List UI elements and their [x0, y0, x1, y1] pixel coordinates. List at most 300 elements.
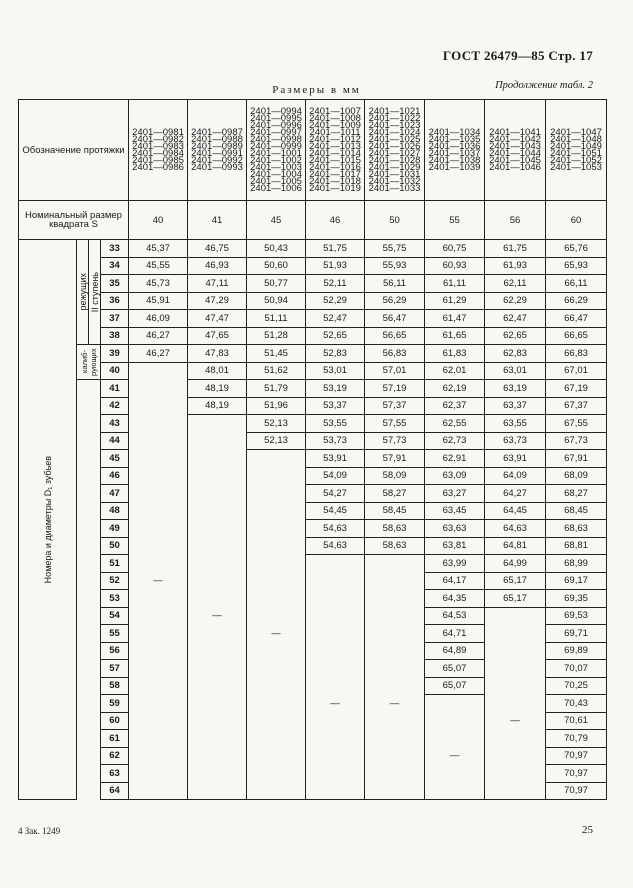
table-row	[19, 432, 607, 450]
codes-cell: 2401—1021 2401—1022 2401—1023 2401—1024 2401—1025 2401—1026 2401—1027 2401—1028 2401—1029 2401—1031 2401—1032 2401—1033	[365, 100, 425, 201]
diameter-value: 52,47	[306, 310, 365, 328]
diameter-value: 64,45	[485, 502, 546, 520]
diameter-value: 45,55	[129, 257, 188, 275]
dash-cell: —	[365, 695, 425, 713]
empty-cell	[247, 485, 306, 503]
empty-cell	[425, 695, 485, 713]
diameter-value: 51,93	[306, 257, 365, 275]
tooth-number: 47	[101, 485, 129, 503]
diameter-value: 68,45	[546, 502, 607, 520]
diameter-value: 63,63	[425, 520, 485, 538]
empty-cell	[365, 642, 425, 660]
empty-cell	[425, 765, 485, 783]
tooth-number: 48	[101, 502, 129, 520]
empty-group-cell	[77, 765, 101, 783]
diameter-value: 70,97	[546, 782, 607, 800]
diameter-value: 69,71	[546, 625, 607, 643]
empty-cell	[306, 555, 365, 573]
diameter-value: 58,63	[365, 520, 425, 538]
diameter-value: 51,62	[247, 362, 306, 380]
empty-cell	[188, 520, 247, 538]
table-row	[19, 502, 607, 520]
diameter-value: 67,01	[546, 362, 607, 380]
diameter-value: 48,19	[188, 397, 247, 415]
diameter-value: 64,99	[485, 555, 546, 573]
diameter-value: 52,13	[247, 432, 306, 450]
diameter-value: 45,73	[129, 275, 188, 293]
side-label	[19, 240, 77, 800]
empty-cell	[306, 730, 365, 748]
empty-cell	[129, 467, 188, 485]
table-row	[19, 485, 607, 503]
diameter-value: 66,11	[546, 275, 607, 293]
table-row	[19, 310, 607, 328]
nominal-value: 45	[247, 201, 306, 240]
diameter-value: 56,65	[365, 327, 425, 345]
diameter-value: 67,55	[546, 415, 607, 433]
empty-group-cell	[77, 537, 101, 555]
empty-cell	[425, 712, 485, 730]
diameter-value: 67,19	[546, 380, 607, 398]
empty-cell	[188, 765, 247, 783]
dash-cell: —	[188, 607, 247, 625]
diameter-value: 64,27	[485, 485, 546, 503]
empty-cell	[365, 625, 425, 643]
nominal-label: Номинальный размер квадрата S	[19, 201, 129, 240]
empty-group-cell	[77, 677, 101, 695]
empty-cell	[247, 467, 306, 485]
empty-cell	[485, 607, 546, 625]
empty-cell	[129, 607, 188, 625]
tooth-number: 49	[101, 520, 129, 538]
empty-group-cell	[77, 747, 101, 765]
table-row	[19, 660, 607, 678]
diameter-value: 65,17	[485, 590, 546, 608]
table-row	[19, 747, 607, 765]
empty-cell	[306, 607, 365, 625]
diameter-value: 61,29	[425, 292, 485, 310]
empty-cell	[129, 642, 188, 660]
diameter-value: 56,47	[365, 310, 425, 328]
diameter-value: 62,55	[425, 415, 485, 433]
diameter-value: 63,55	[485, 415, 546, 433]
diameter-value: 50,60	[247, 257, 306, 275]
nominal-value: 41	[188, 201, 247, 240]
empty-cell	[247, 450, 306, 468]
diameter-value: 68,63	[546, 520, 607, 538]
table-row	[19, 765, 607, 783]
empty-cell	[365, 572, 425, 590]
nominal-value: 50	[365, 201, 425, 240]
diameter-value: 54,27	[306, 485, 365, 503]
empty-cell	[425, 730, 485, 748]
diameter-value: 64,17	[425, 572, 485, 590]
empty-cell	[188, 572, 247, 590]
diameter-value: 54,09	[306, 467, 365, 485]
diameter-value: 56,83	[365, 345, 425, 363]
diameter-value: 63,37	[485, 397, 546, 415]
diameter-value: 46,93	[188, 257, 247, 275]
empty-group-cell	[77, 397, 101, 415]
dash-cell: —	[129, 572, 188, 590]
empty-cell	[365, 555, 425, 573]
empty-cell	[306, 747, 365, 765]
empty-cell	[188, 502, 247, 520]
empty-group-cell	[77, 712, 101, 730]
diameter-value: 52,13	[247, 415, 306, 433]
diameter-value: 65,07	[425, 677, 485, 695]
diameter-value: 50,43	[247, 240, 306, 258]
empty-cell	[129, 712, 188, 730]
tooth-number: 46	[101, 467, 129, 485]
table-row	[19, 415, 607, 433]
empty-cell	[129, 415, 188, 433]
table-row	[19, 590, 607, 608]
table-row	[19, 520, 607, 538]
empty-cell	[485, 747, 546, 765]
codes-cell: 2401—1047 2401—1048 2401—1049 2401—1051 2401—1052 2401—1053	[546, 100, 607, 201]
diameter-value: 56,29	[365, 292, 425, 310]
empty-cell	[365, 765, 425, 783]
diameter-value: 65,93	[546, 257, 607, 275]
table-row	[19, 642, 607, 660]
group-cutting-text: режущих	[77, 273, 88, 311]
diameter-value: 53,55	[306, 415, 365, 433]
empty-cell	[306, 765, 365, 783]
diameter-value: 47,11	[188, 275, 247, 293]
tooth-number: 62	[101, 747, 129, 765]
diameter-value: 65,07	[425, 660, 485, 678]
tooth-number: 40	[101, 362, 129, 380]
empty-cell	[247, 730, 306, 748]
diameter-value: 61,75	[485, 240, 546, 258]
diameter-value: 64,53	[425, 607, 485, 625]
diameter-value: 67,73	[546, 432, 607, 450]
diameter-value: 61,93	[485, 257, 546, 275]
table-continuation-note: Продолжение табл. 2	[495, 80, 593, 91]
diameter-value: 51,11	[247, 310, 306, 328]
group-cutting-label	[77, 240, 89, 345]
diameter-value: 70,61	[546, 712, 607, 730]
empty-group-cell	[77, 625, 101, 643]
empty-cell	[365, 782, 425, 800]
diameter-value: 57,55	[365, 415, 425, 433]
diameter-value: 52,11	[306, 275, 365, 293]
codes-cell: 2401—0994 2401—0995 2401—0996 2401—0997 2401—0998 2401—0999 2401—1001 2401—1002 2401—1003 2401—1004 2401—1005 2401—1006	[247, 100, 306, 201]
diameter-value: 61,47	[425, 310, 485, 328]
table-row	[19, 327, 607, 345]
empty-cell	[247, 537, 306, 555]
diameter-value: 63,09	[425, 467, 485, 485]
empty-cell	[365, 677, 425, 695]
diameter-value: 63,27	[425, 485, 485, 503]
table-row	[19, 625, 607, 643]
diameter-value: 47,47	[188, 310, 247, 328]
empty-cell	[365, 590, 425, 608]
table-row	[19, 345, 607, 363]
sizes-caption: Размеры в мм	[272, 84, 361, 96]
table-row	[19, 677, 607, 695]
diameter-value: 45,37	[129, 240, 188, 258]
empty-cell	[485, 677, 546, 695]
table-row	[19, 240, 607, 258]
empty-cell	[129, 502, 188, 520]
empty-group-cell	[77, 520, 101, 538]
table-row	[19, 695, 607, 713]
diameter-value: 58,45	[365, 502, 425, 520]
tooth-number: 38	[101, 327, 129, 345]
empty-cell	[188, 415, 247, 433]
diameter-value: 51,28	[247, 327, 306, 345]
diameter-value: 68,81	[546, 537, 607, 555]
tooth-number: 33	[101, 240, 129, 258]
empty-group-cell	[77, 415, 101, 433]
tooth-number: 43	[101, 415, 129, 433]
diameter-value: 57,91	[365, 450, 425, 468]
dash-cell: —	[425, 747, 485, 765]
table-row	[19, 572, 607, 590]
empty-cell	[365, 747, 425, 765]
diameter-value: 62,47	[485, 310, 546, 328]
empty-group-cell	[77, 432, 101, 450]
diameter-value: 58,09	[365, 467, 425, 485]
empty-group-cell	[77, 590, 101, 608]
diameter-value: 69,53	[546, 607, 607, 625]
tooth-number: 54	[101, 607, 129, 625]
table-row	[19, 537, 607, 555]
empty-group-cell	[77, 380, 101, 398]
diameter-value: 67,37	[546, 397, 607, 415]
diameter-value: 46,09	[129, 310, 188, 328]
table-row	[19, 380, 607, 398]
diameter-value: 52,29	[306, 292, 365, 310]
diameter-value: 62,83	[485, 345, 546, 363]
diameter-value: 57,01	[365, 362, 425, 380]
dash-cell: —	[306, 695, 365, 713]
diameter-value: 70,43	[546, 695, 607, 713]
diameter-value: 54,63	[306, 537, 365, 555]
empty-cell	[129, 555, 188, 573]
tooth-number: 56	[101, 642, 129, 660]
diameter-value: 55,75	[365, 240, 425, 258]
empty-cell	[485, 695, 546, 713]
empty-cell	[188, 537, 247, 555]
empty-cell	[188, 590, 247, 608]
empty-cell	[129, 380, 188, 398]
empty-cell	[129, 677, 188, 695]
diameter-value: 68,27	[546, 485, 607, 503]
diameter-value: 48,01	[188, 362, 247, 380]
empty-group-cell	[77, 450, 101, 468]
diameter-value: 66,83	[546, 345, 607, 363]
tooth-number: 41	[101, 380, 129, 398]
empty-cell	[188, 747, 247, 765]
empty-cell	[247, 590, 306, 608]
tooth-number: 34	[101, 257, 129, 275]
tooth-number: 53	[101, 590, 129, 608]
diameter-value: 62,91	[425, 450, 485, 468]
tooth-number: 39	[101, 345, 129, 363]
empty-cell	[306, 712, 365, 730]
empty-group-cell	[77, 695, 101, 713]
table-row	[19, 782, 607, 800]
diameter-value: 50,94	[247, 292, 306, 310]
empty-cell	[188, 450, 247, 468]
tooth-number: 57	[101, 660, 129, 678]
empty-group-cell	[77, 642, 101, 660]
diameter-value: 64,35	[425, 590, 485, 608]
empty-group-cell	[77, 502, 101, 520]
diameter-value: 70,79	[546, 730, 607, 748]
empty-cell	[188, 625, 247, 643]
diameter-value: 46,27	[129, 327, 188, 345]
diameter-value: 63,19	[485, 380, 546, 398]
empty-cell	[485, 765, 546, 783]
tooth-number: 42	[101, 397, 129, 415]
side-label-text: Номера и диаметры D₁ зубьев	[42, 455, 53, 584]
diameter-value: 53,37	[306, 397, 365, 415]
group-calibrating-text: калиб-рующих	[79, 348, 98, 376]
empty-cell	[247, 765, 306, 783]
empty-cell	[188, 485, 247, 503]
diameter-value: 51,79	[247, 380, 306, 398]
diameter-value: 70,97	[546, 765, 607, 783]
tooth-number: 55	[101, 625, 129, 643]
footer-order-number: 4 Зак. 1249	[18, 826, 61, 836]
tooth-number: 52	[101, 572, 129, 590]
diameter-value: 61,65	[425, 327, 485, 345]
empty-cell	[188, 555, 247, 573]
empty-cell	[365, 712, 425, 730]
group-stage-label	[89, 240, 101, 345]
table-row	[19, 730, 607, 748]
tooth-number: 36	[101, 292, 129, 310]
empty-cell	[129, 450, 188, 468]
codes-cell: 2401—0981 2401—0982 2401—0983 2401—0984 2401—0985 2401—0986	[129, 100, 188, 201]
diameter-value: 63,91	[485, 450, 546, 468]
diameter-value: 53,19	[306, 380, 365, 398]
table-row	[19, 362, 607, 380]
empty-cell	[247, 695, 306, 713]
diameter-value: 63,01	[485, 362, 546, 380]
diameter-value: 66,29	[546, 292, 607, 310]
empty-cell	[129, 590, 188, 608]
nominal-value: 56	[485, 201, 546, 240]
diameter-value: 57,73	[365, 432, 425, 450]
diameter-value: 55,93	[365, 257, 425, 275]
diameter-value: 58,63	[365, 537, 425, 555]
diameter-value: 62,65	[485, 327, 546, 345]
empty-cell	[247, 555, 306, 573]
diameter-value: 63,73	[485, 432, 546, 450]
nominal-value: 46	[306, 201, 365, 240]
empty-cell	[188, 467, 247, 485]
empty-cell	[129, 485, 188, 503]
empty-cell	[365, 730, 425, 748]
empty-cell	[247, 607, 306, 625]
diameter-value: 68,09	[546, 467, 607, 485]
empty-cell	[188, 677, 247, 695]
table-row	[19, 275, 607, 293]
nominal-value: 55	[425, 201, 485, 240]
empty-cell	[247, 502, 306, 520]
empty-cell	[129, 730, 188, 748]
diameter-value: 52,65	[306, 327, 365, 345]
table-row	[19, 257, 607, 275]
diameter-value: 53,91	[306, 450, 365, 468]
empty-cell	[247, 782, 306, 800]
diameter-value: 61,83	[425, 345, 485, 363]
tooth-number: 58	[101, 677, 129, 695]
diameter-value: 46,27	[129, 345, 188, 363]
tooth-number: 64	[101, 782, 129, 800]
empty-group-cell	[77, 555, 101, 573]
diameter-value: 45,91	[129, 292, 188, 310]
diameter-value: 52,83	[306, 345, 365, 363]
empty-cell	[129, 397, 188, 415]
empty-cell	[129, 520, 188, 538]
dash-cell: —	[485, 712, 546, 730]
teeth-diameter-table	[18, 99, 607, 800]
empty-cell	[247, 660, 306, 678]
tooth-number: 61	[101, 730, 129, 748]
empty-cell	[306, 782, 365, 800]
dash-cell: —	[247, 625, 306, 643]
empty-group-cell	[77, 730, 101, 748]
empty-cell	[365, 660, 425, 678]
table-row	[19, 397, 607, 415]
empty-group-cell	[77, 485, 101, 503]
diameter-value: 48,19	[188, 380, 247, 398]
tooth-number: 50	[101, 537, 129, 555]
empty-cell	[188, 695, 247, 713]
empty-cell	[306, 677, 365, 695]
tooth-number: 35	[101, 275, 129, 293]
diameter-value: 69,89	[546, 642, 607, 660]
empty-cell	[129, 695, 188, 713]
empty-cell	[188, 432, 247, 450]
empty-cell	[247, 520, 306, 538]
diameter-value: 66,47	[546, 310, 607, 328]
empty-cell	[485, 730, 546, 748]
diameter-value: 62,19	[425, 380, 485, 398]
empty-cell	[129, 660, 188, 678]
empty-cell	[129, 747, 188, 765]
diameter-value: 64,63	[485, 520, 546, 538]
empty-group-cell	[77, 467, 101, 485]
diameter-value: 62,01	[425, 362, 485, 380]
diameter-value: 62,29	[485, 292, 546, 310]
diameter-value: 69,17	[546, 572, 607, 590]
empty-cell	[485, 660, 546, 678]
diameter-value: 62,73	[425, 432, 485, 450]
tooth-number: 63	[101, 765, 129, 783]
empty-cell	[188, 730, 247, 748]
designation-row	[19, 100, 607, 201]
diameter-value: 69,35	[546, 590, 607, 608]
empty-group-cell	[77, 782, 101, 800]
tooth-number: 45	[101, 450, 129, 468]
diameter-value: 53,01	[306, 362, 365, 380]
diameter-value: 64,89	[425, 642, 485, 660]
tooth-number: 59	[101, 695, 129, 713]
empty-cell	[485, 625, 546, 643]
empty-cell	[247, 642, 306, 660]
diameter-value: 64,71	[425, 625, 485, 643]
diameter-value: 70,97	[546, 747, 607, 765]
diameter-value: 53,73	[306, 432, 365, 450]
codes-cell: 2401—1041 2401—1042 2401—1043 2401—1044 2401—1045 2401—1046	[485, 100, 546, 201]
